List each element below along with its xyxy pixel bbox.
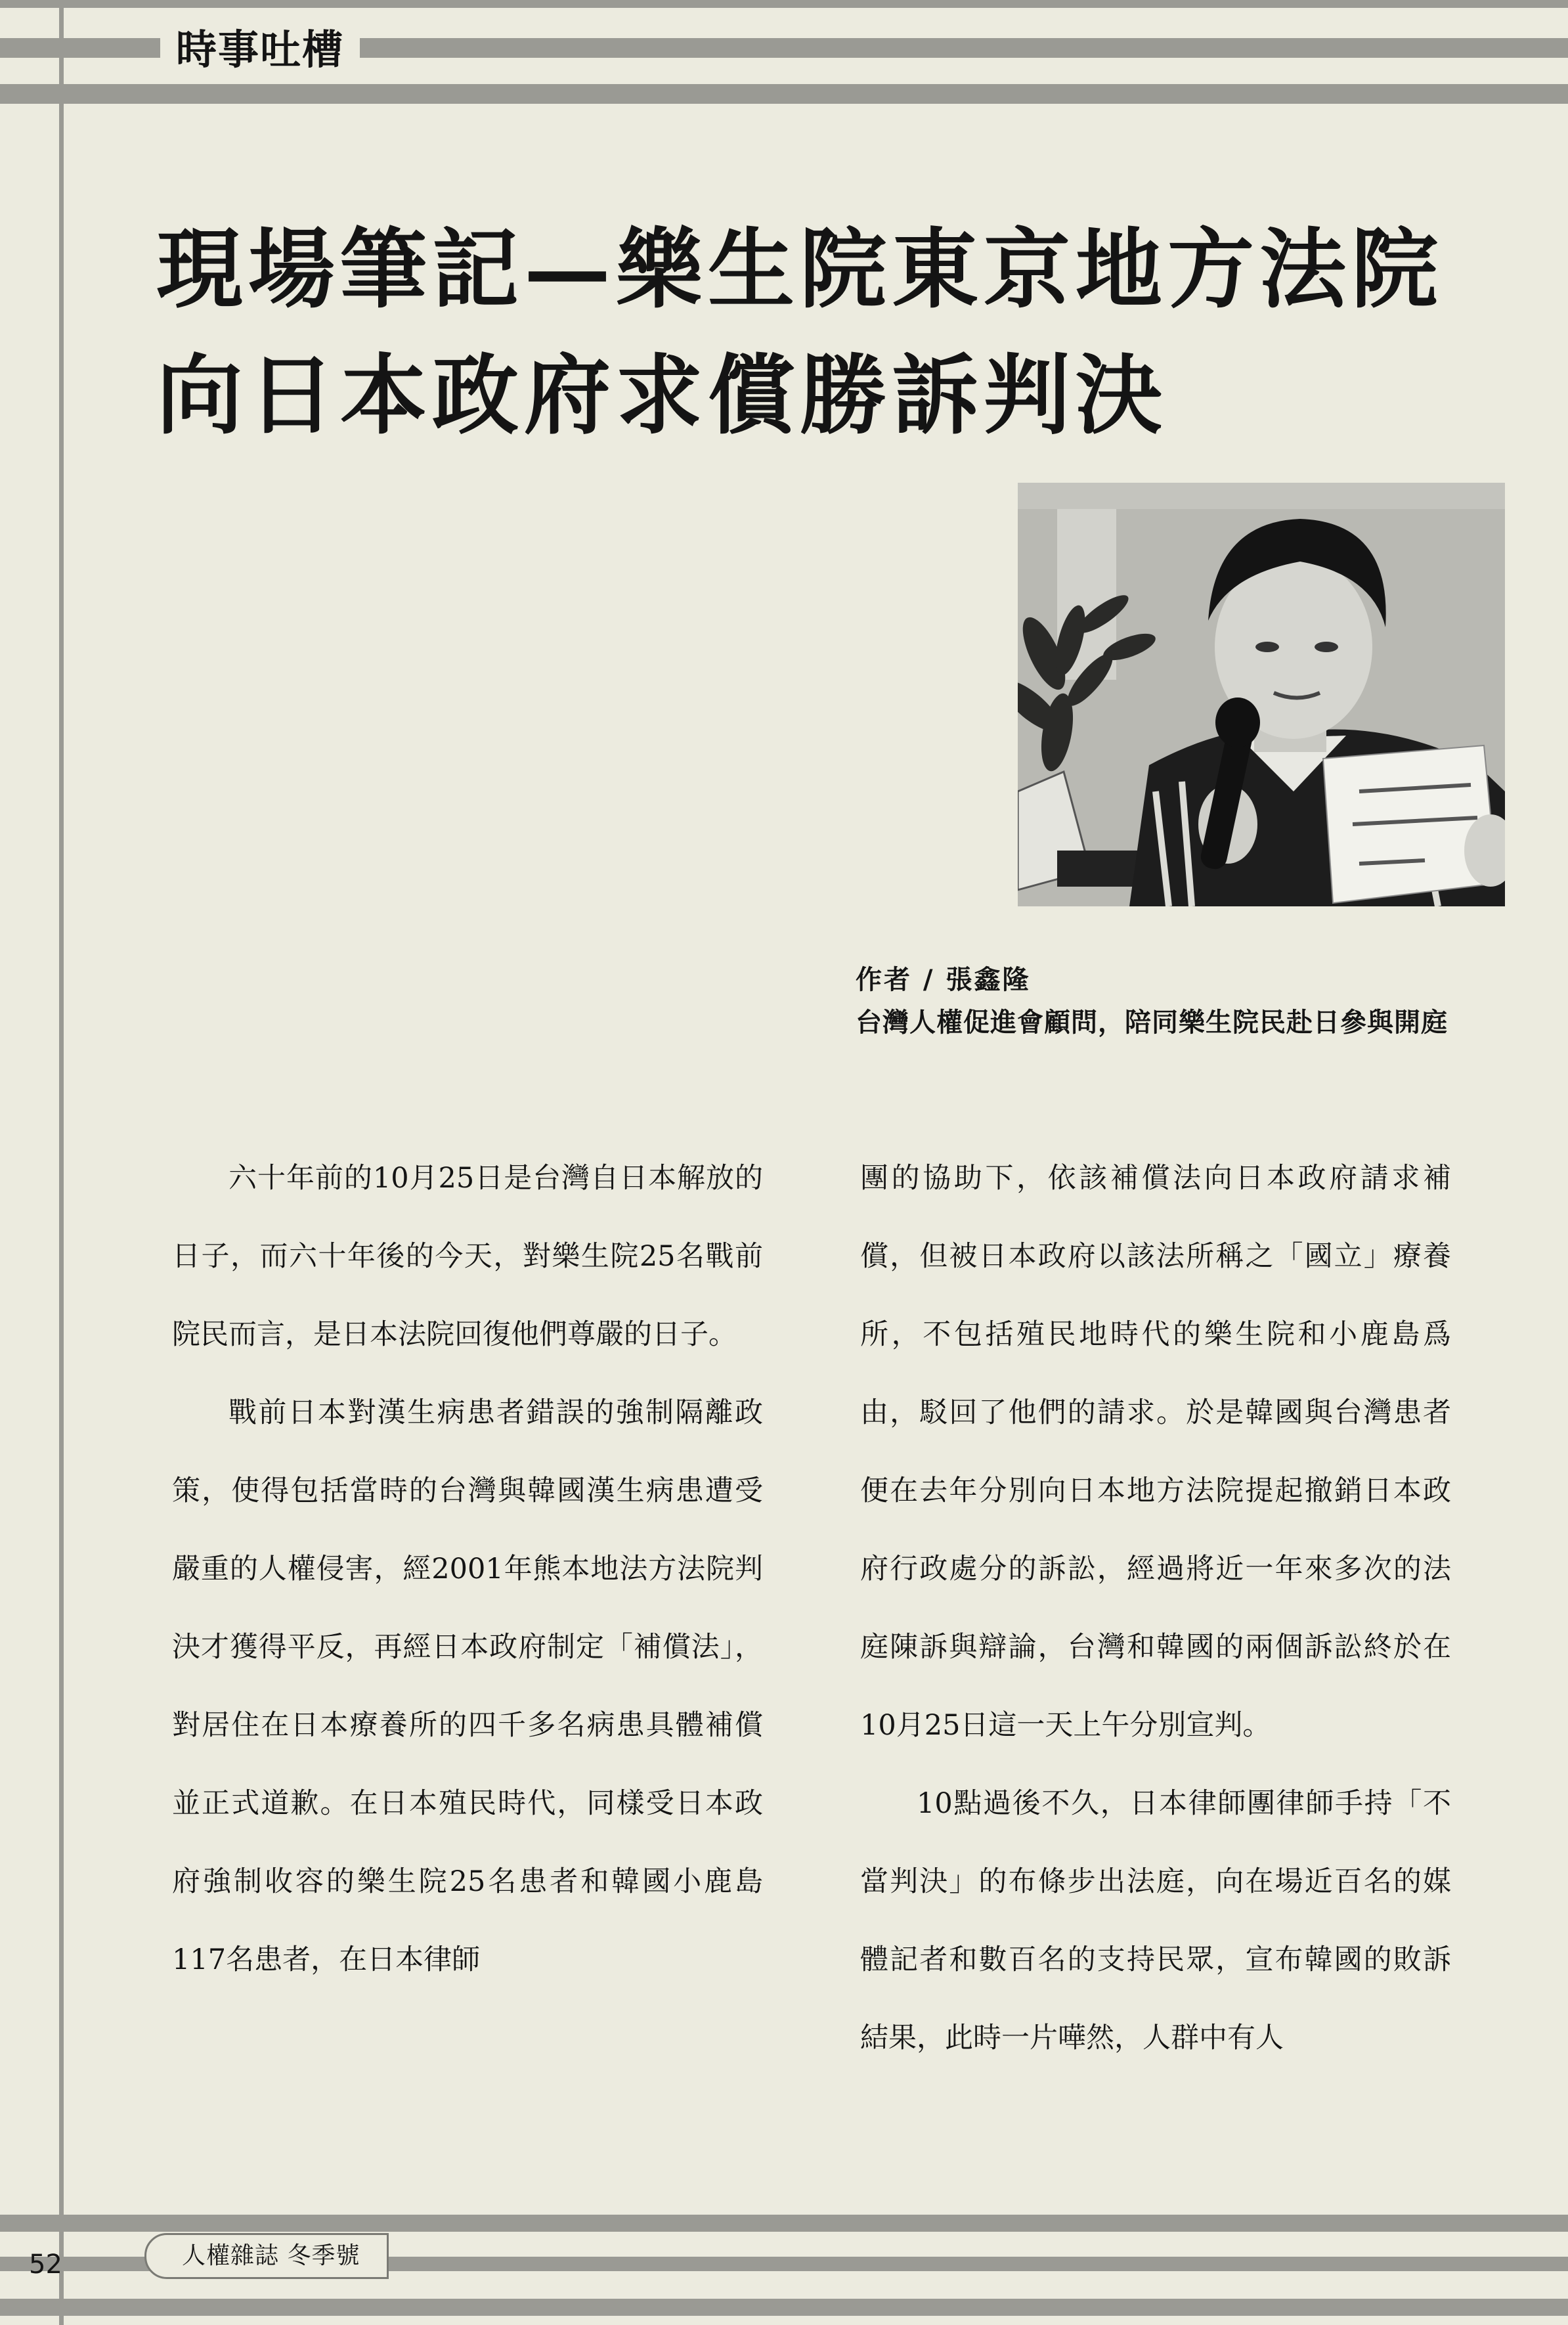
bottom-stripe: [0, 2299, 1568, 2316]
body-paragraph: 團的協助下，依該補償法向日本政府請求補償，但被日本政府以該法所稱之「國立」療養所，不包括殖民地時代的樂生院和小鹿島爲由，駁回了他們的請求。於是韓國與台灣患者便在去年分別向日本地方法院提起撤銷日本政府行政處分的訴訟，經過將近一年來多次的法庭陳訴與辯論，台灣和韓國的兩個訴訟終於在10月25日這一天上午分別宣判。: [860, 1162, 1451, 1742]
magazine-name: 人權雜誌 冬季號: [144, 2233, 389, 2279]
body-column-left: [172, 1140, 763, 1999]
author-photo: [1018, 483, 1505, 906]
body-paragraph: 10點過後不久，日本律師團律師手持「不當判決」的布條步出法庭，向在場近百名的媒體記者和數百名的支持民眾，宣布韓國的敗訴結果，此時一片嘩然，人群中有人: [860, 1787, 1451, 2054]
body-column-right: [860, 1140, 1451, 2077]
section-label: 時事吐槽: [160, 18, 360, 81]
bottom-stripe: [0, 2215, 1568, 2232]
top-stripe: [0, 84, 1568, 104]
author-byline: 作者 / 張鑫隆: [856, 965, 1031, 995]
body-paragraph: 戰前日本對漢生病患者錯誤的強制隔離政策，使得包括當時的台灣與韓國漢生病患遭受嚴重的人權侵害，經2001年熊本地法方法院判決才獲得平反，再經日本政府制定「補償法」，對居住在日本療養所的四千多名病患具體補償並正式道歉。在日本殖民時代，同樣受日本政府強制收容的樂生院25名患者和韓國小鹿島117名患者，在日本律師: [172, 1396, 763, 1976]
article-title-line-1: 現場筆記—樂生院東京地方法院: [156, 219, 1443, 321]
author-affiliation: 台灣人權促進會顧問，陪同樂生院民赴日參與開庭: [856, 1008, 1448, 1038]
top-stripe: [0, 0, 1568, 8]
left-margin-line: [59, 0, 64, 2325]
article-title-line-2: 向日本政府求償勝訴判決: [156, 345, 1167, 447]
article-title: [156, 207, 1496, 459]
page-number: 52: [29, 2249, 62, 2280]
body-paragraph: 六十年前的10月25日是台灣自日本解放的日子，而六十年後的今天，對樂生院25名戰前院民而言，是日本法院回復他們尊嚴的日子。: [172, 1162, 763, 1351]
